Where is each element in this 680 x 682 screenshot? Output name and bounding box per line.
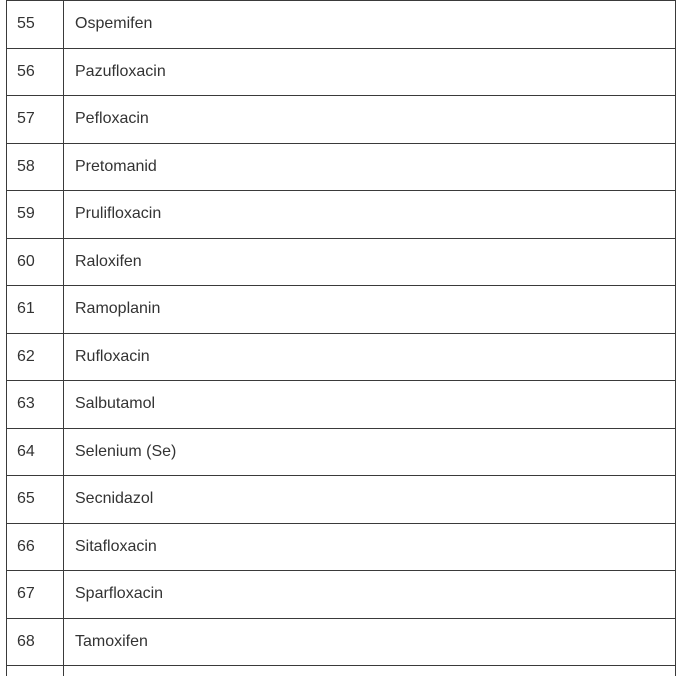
table-row xyxy=(7,48,676,96)
table-row xyxy=(7,286,676,334)
drug-name: Selenium (Se) xyxy=(64,428,676,476)
table-row xyxy=(7,618,676,666)
row-number: 55 xyxy=(7,1,64,49)
drug-name: Prulifloxacin xyxy=(64,191,676,239)
table-row xyxy=(7,476,676,524)
drug-name: Salbutamol xyxy=(64,381,676,429)
row-number: 59 xyxy=(7,191,64,239)
row-number-empty xyxy=(7,666,64,676)
drug-name: Raloxifen xyxy=(64,238,676,286)
drug-name: Tamoxifen xyxy=(64,618,676,666)
drug-name-empty xyxy=(64,666,676,676)
row-number: 66 xyxy=(7,523,64,571)
row-number: 68 xyxy=(7,618,64,666)
table-row-partial xyxy=(7,666,676,676)
table-row xyxy=(7,571,676,619)
row-number: 57 xyxy=(7,96,64,144)
table-row xyxy=(7,143,676,191)
drug-table-body xyxy=(7,1,676,676)
row-number: 62 xyxy=(7,333,64,381)
drug-name: Pazufloxacin xyxy=(64,48,676,96)
row-number: 67 xyxy=(7,571,64,619)
row-number: 61 xyxy=(7,286,64,334)
drug-name: Pretomanid xyxy=(64,143,676,191)
drug-name: Rufloxacin xyxy=(64,333,676,381)
drug-name: Secnidazol xyxy=(64,476,676,524)
table-row xyxy=(7,191,676,239)
drug-name: Ramoplanin xyxy=(64,286,676,334)
row-number: 56 xyxy=(7,48,64,96)
drug-name: Sparfloxacin xyxy=(64,571,676,619)
table-row xyxy=(7,333,676,381)
table-row xyxy=(7,238,676,286)
drug-name: Pefloxacin xyxy=(64,96,676,144)
drug-name: Ospemifen xyxy=(64,1,676,49)
drug-name: Sitafloxacin xyxy=(64,523,676,571)
row-number: 63 xyxy=(7,381,64,429)
table-row xyxy=(7,381,676,429)
row-number: 60 xyxy=(7,238,64,286)
drug-table xyxy=(6,0,676,676)
drug-table-container xyxy=(6,0,676,676)
table-row xyxy=(7,428,676,476)
table-row xyxy=(7,96,676,144)
row-number: 65 xyxy=(7,476,64,524)
row-number: 64 xyxy=(7,428,64,476)
row-number: 58 xyxy=(7,143,64,191)
table-row xyxy=(7,523,676,571)
table-row xyxy=(7,1,676,49)
